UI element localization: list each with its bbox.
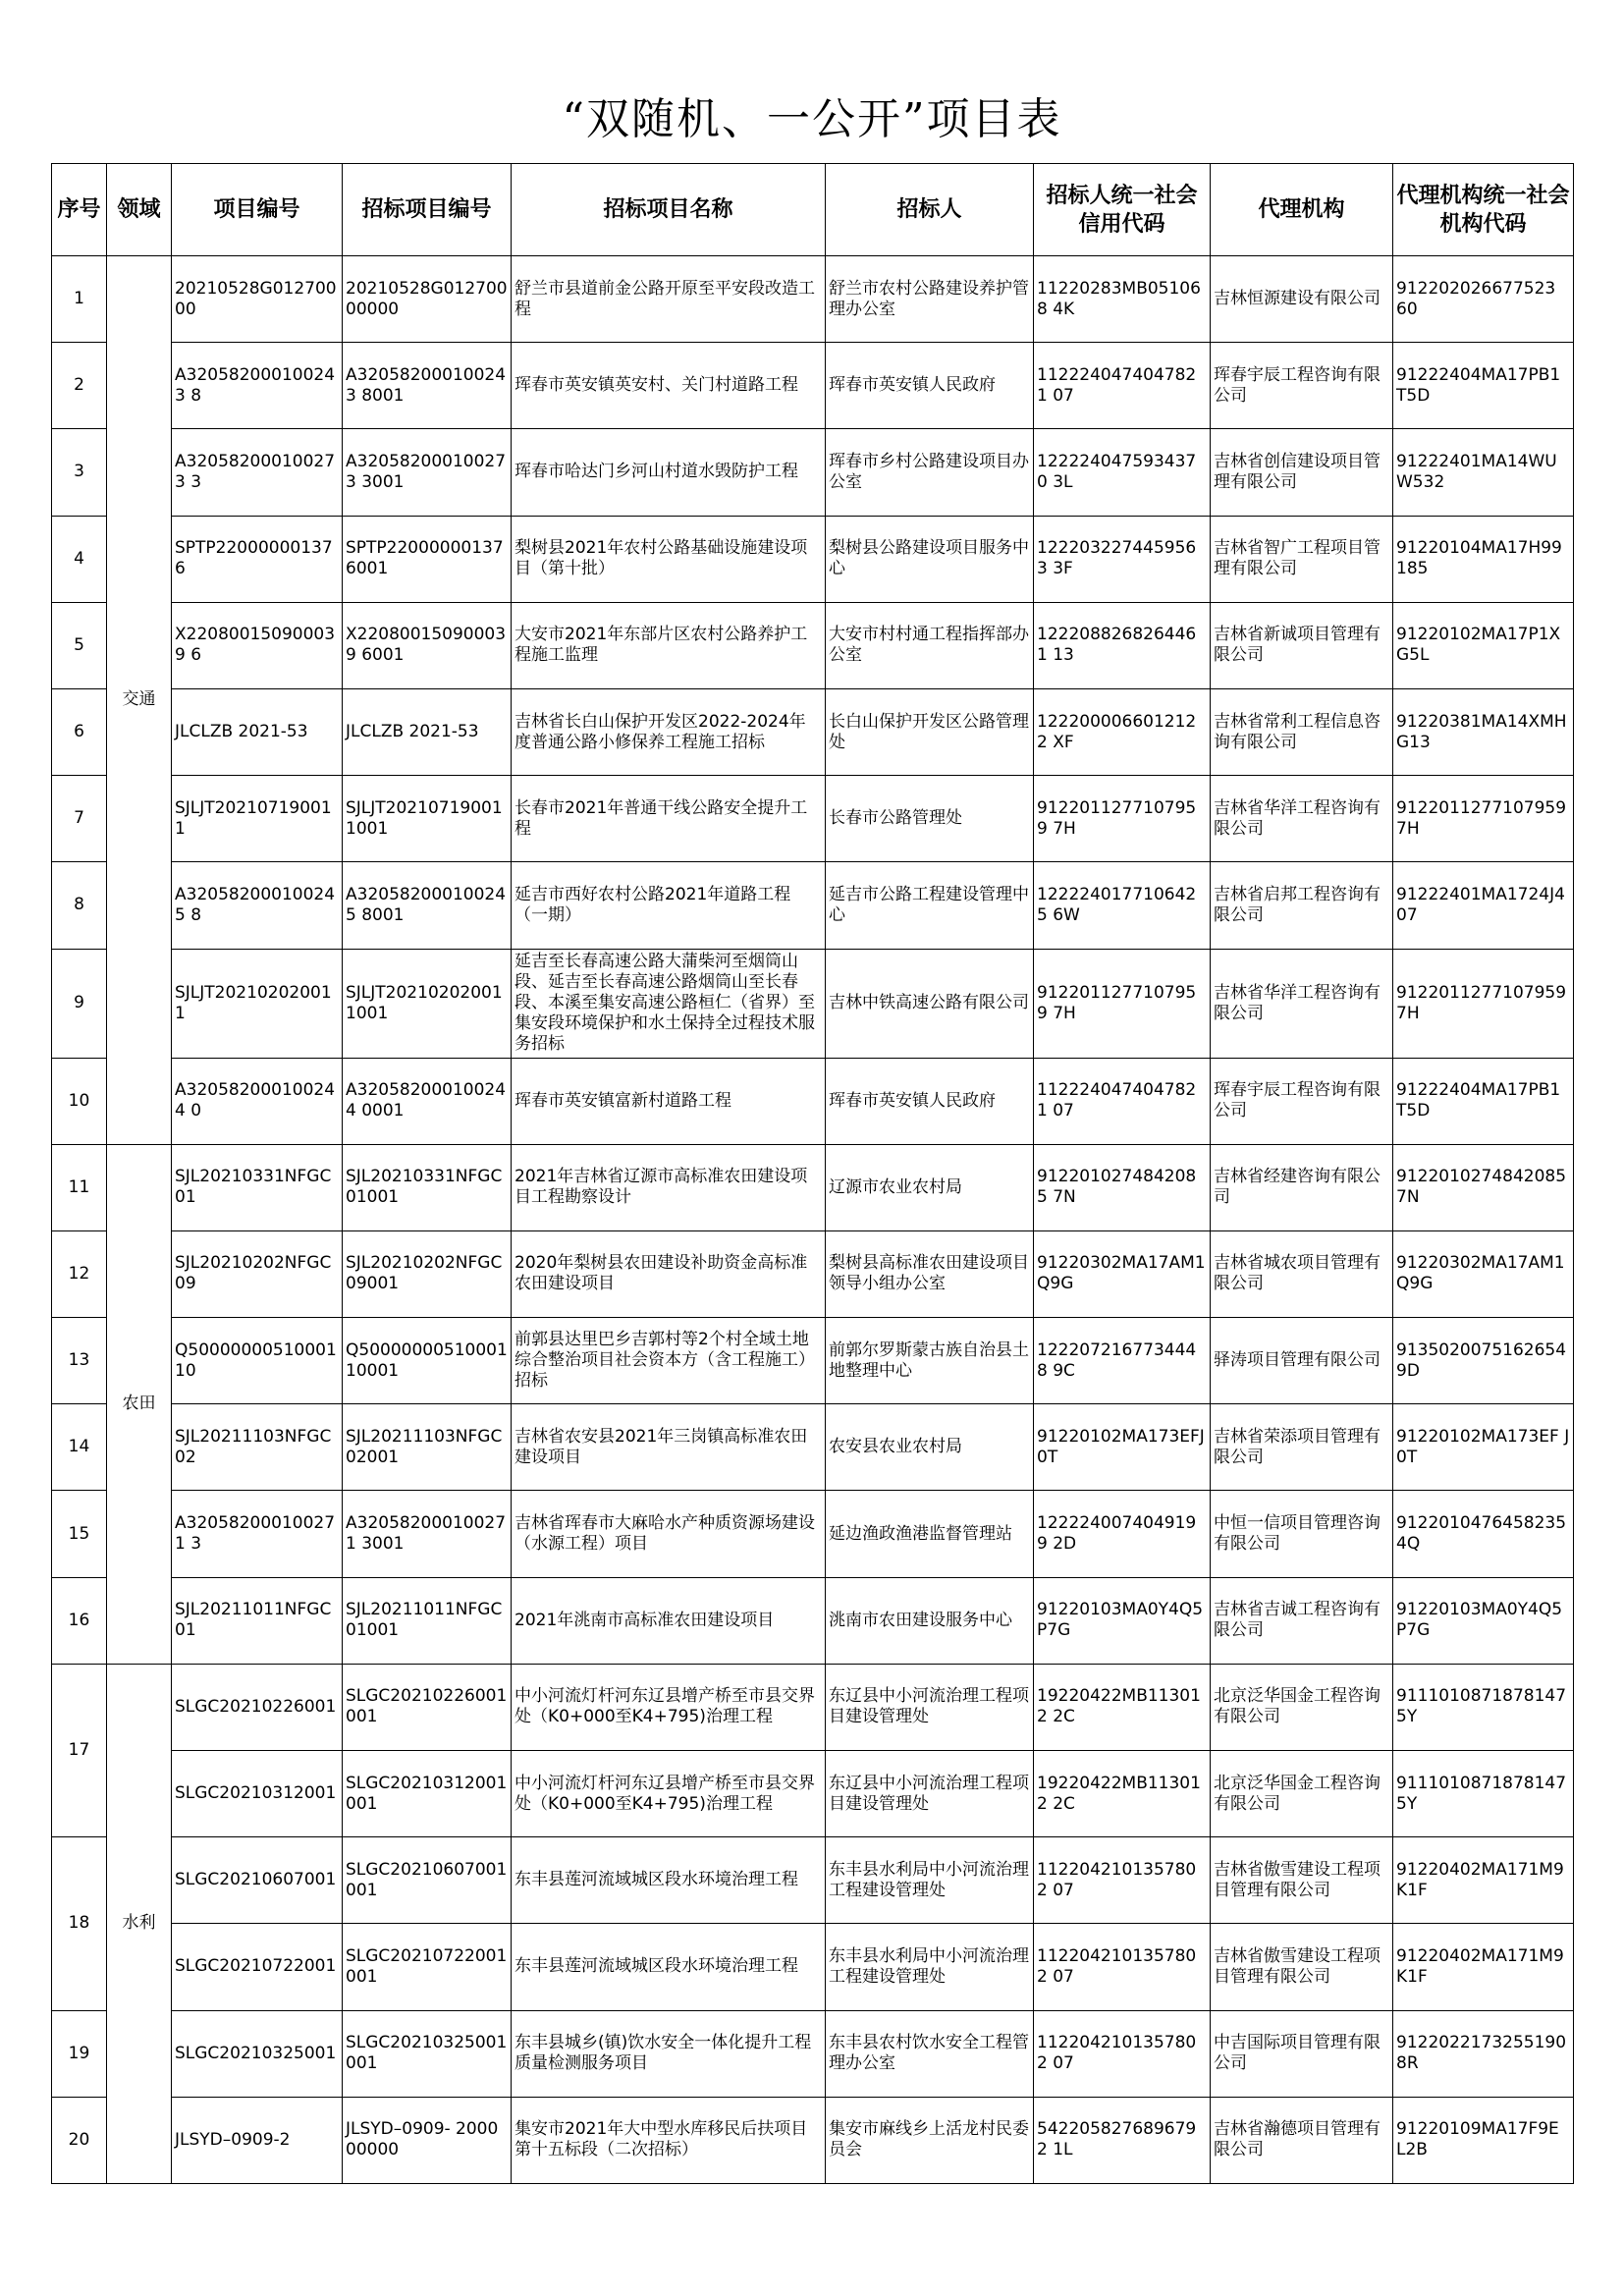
row-tender-code: A320582000100243 8001	[343, 343, 512, 429]
row-agency-code: 91220102MA173EF J0T	[1393, 1404, 1574, 1491]
row-tender-code: JLSYD–0909- 200000000	[343, 2097, 512, 2183]
row-tenderer: 珲春市英安镇人民政府	[826, 1058, 1034, 1144]
row-project-code: SJLJT20210202001 1	[172, 949, 343, 1058]
row-tenderer-credit-code: 91220103MA0Y4Q5 P7G	[1034, 1577, 1211, 1664]
row-tender-code: X220800150900039 6001	[343, 602, 512, 688]
row-project-code: JLSYD–0909-2	[172, 2097, 343, 2183]
row-seq: 8	[52, 862, 107, 949]
row-agency-code: 91222404MA17PB1 T5D	[1393, 343, 1574, 429]
row-project-code: A320582000100244 0	[172, 1058, 343, 1144]
row-seq: 5	[52, 602, 107, 688]
row-tenderer: 梨树县公路建设项目服务中心	[826, 516, 1034, 602]
row-tenderer-credit-code: 91220102MA173EFJ 0T	[1034, 1404, 1211, 1491]
row-tender-name: 大安市2021年东部片区农村公路养护工程施工监理	[512, 602, 826, 688]
row-tender-code: SPTP22000000137 6001	[343, 516, 512, 602]
row-tender-name: 珲春市哈达门乡河山村道水毁防护工程	[512, 429, 826, 516]
row-tender-code: SLGC20210325001 001	[343, 2010, 512, 2097]
row-project-code: SLGC20210607001	[172, 1837, 343, 1924]
row-tender-name: 吉林省农安县2021年三岗镇高标准农田建设项目	[512, 1404, 826, 1491]
row-tender-name: 吉林省珲春市大麻哈水产种质资源场建设（水源工程）项目	[512, 1491, 826, 1577]
header-tenderer-credit-code: 招标人统一社会信用代码	[1034, 164, 1211, 256]
row-seq: 16	[52, 1577, 107, 1664]
row-tender-code: SLGC20210722001 001	[343, 1924, 512, 2010]
row-project-code: SJL20211103NFGC 02	[172, 1404, 343, 1491]
row-project-code: SLGC20210226001	[172, 1664, 343, 1750]
row-tender-name: 吉林省长白山保护开发区2022-2024年度普通公路小修保养工程施工招标	[512, 688, 826, 775]
row-agency: 吉林省经建咨询有限公司	[1211, 1144, 1393, 1230]
row-seq: 20	[52, 2097, 107, 2183]
row-tender-code: JLCLZB 2021-53	[343, 688, 512, 775]
project-table	[51, 163, 1574, 2184]
row-agency-code: 9135020075162654 9D	[1393, 1318, 1574, 1404]
row-project-code: A320582000100273 3	[172, 429, 343, 516]
table-row	[52, 949, 1574, 1058]
row-tender-name: 舒兰市县道前金公路开原至平安段改造工程	[512, 256, 826, 343]
row-tender-code: A320582000100245 8001	[343, 862, 512, 949]
row-tenderer-credit-code: 1222240475934370 3L	[1034, 429, 1211, 516]
table-row	[52, 2097, 1574, 2183]
row-tender-name: 东丰县莲河流域城区段水环境治理工程	[512, 1837, 826, 1924]
header-agency: 代理机构	[1211, 164, 1393, 256]
row-tenderer: 洮南市农田建设服务中心	[826, 1577, 1034, 1664]
table-row	[52, 862, 1574, 949]
row-seq: 1	[52, 256, 107, 343]
header-tender-name: 招标项目名称	[512, 164, 826, 256]
row-agency: 吉林省智广工程项目管理有限公司	[1211, 516, 1393, 602]
domain-cell-water: 水利	[107, 1664, 172, 2183]
row-tender-name: 东丰县城乡(镇)饮水安全一体化提升工程质量检测服务项目	[512, 2010, 826, 2097]
table-row	[52, 1751, 1574, 1837]
row-agency-code: 9122010274842085 7N	[1393, 1144, 1574, 1230]
table-row	[52, 1230, 1574, 1317]
row-tender-code: A320582000100273 3001	[343, 429, 512, 516]
row-tenderer-credit-code: 9122010274842085 7N	[1034, 1144, 1211, 1230]
table-row	[52, 429, 1574, 516]
table-row	[52, 256, 1574, 343]
row-tenderer: 东丰县水利局中小河流治理工程建设管理处	[826, 1924, 1034, 2010]
row-agency: 吉林恒源建设有限公司	[1211, 256, 1393, 343]
row-tenderer-credit-code: 5422058276896792 1L	[1034, 2097, 1211, 2183]
row-agency-code: 912202026677523 60	[1393, 256, 1574, 343]
header-tender-code: 招标项目编号	[343, 164, 512, 256]
row-seq: 9	[52, 949, 107, 1058]
table-row	[52, 1837, 1574, 1924]
row-project-code: SJL20210202NFGC 09	[172, 1230, 343, 1317]
header-tenderer: 招标人	[826, 164, 1034, 256]
row-agency-code: 91220103MA0Y4Q5 P7G	[1393, 1577, 1574, 1664]
row-tenderer: 珲春市乡村公路建设项目办公室	[826, 429, 1034, 516]
row-agency: 北京泛华国金工程咨询有限公司	[1211, 1664, 1393, 1750]
row-agency-code: 91220109MA17F9E L2B	[1393, 2097, 1574, 2183]
domain-cell-farmland: 农田	[107, 1144, 172, 1664]
row-tenderer: 延吉市公路工程建设管理中心	[826, 862, 1034, 949]
row-seq: 11	[52, 1144, 107, 1230]
row-tenderer: 集安市麻线乡上活龙村民委员会	[826, 2097, 1034, 2183]
row-tenderer-credit-code: 1122240474047821 07	[1034, 1058, 1211, 1144]
row-tender-name: 珲春市英安镇富新村道路工程	[512, 1058, 826, 1144]
row-agency-code: 91222401MA14WU W532	[1393, 429, 1574, 516]
row-tender-code: A320582000100244 0001	[343, 1058, 512, 1144]
table-row	[52, 1318, 1574, 1404]
row-tenderer-credit-code: 11220283MB051068 4K	[1034, 256, 1211, 343]
row-tender-name: 中小河流灯杆河东辽县增产桥至市县交界处（K0+000至K4+795)治理工程	[512, 1751, 826, 1837]
row-agency: 中恒一信项目管理咨询有限公司	[1211, 1491, 1393, 1577]
row-agency: 珲春宇辰工程咨询有限公司	[1211, 1058, 1393, 1144]
row-tender-code: SJL20211103NFGC 02001	[343, 1404, 512, 1491]
row-seq: 10	[52, 1058, 107, 1144]
row-agency: 吉林省荣添项目管理有限公司	[1211, 1404, 1393, 1491]
row-project-code: A320582000100271 3	[172, 1491, 343, 1577]
table-row	[52, 1404, 1574, 1491]
row-tender-name: 延吉市西好农村公路2021年道路工程（一期）	[512, 862, 826, 949]
row-agency-code: 91220402MA171M9 K1F	[1393, 1837, 1574, 1924]
row-tender-code: Q50000000510001 10001	[343, 1318, 512, 1404]
row-tenderer-credit-code: 1222000066012122 XF	[1034, 688, 1211, 775]
row-project-code: SJL20210331NFGC 01	[172, 1144, 343, 1230]
row-tenderer: 东丰县水利局中小河流治理工程建设管理处	[826, 1837, 1034, 1924]
table-row	[52, 2010, 1574, 2097]
row-agency-code: 9122011277107959 7H	[1393, 949, 1574, 1058]
row-agency: 吉林省创信建设项目管理有限公司	[1211, 429, 1393, 516]
row-seq: 2	[52, 343, 107, 429]
row-tender-code: SLGC20210226001 001	[343, 1664, 512, 1750]
row-agency: 吉林省傲雪建设工程项目管理有限公司	[1211, 1837, 1393, 1924]
row-seq: 14	[52, 1404, 107, 1491]
row-seq: 13	[52, 1318, 107, 1404]
row-tenderer-credit-code: 1122042101357802 07	[1034, 1837, 1211, 1924]
row-tenderer-credit-code: 9122011277107959 7H	[1034, 776, 1211, 862]
row-tenderer-credit-code: 9122011277107959 7H	[1034, 949, 1211, 1058]
row-agency-code: 9122011277107959 7H	[1393, 776, 1574, 862]
row-agency-code: 9122010476458235 4Q	[1393, 1491, 1574, 1577]
row-project-code: X220800150900039 6	[172, 602, 343, 688]
header-project-code: 项目编号	[172, 164, 343, 256]
row-tender-name: 2021年吉林省辽源市高标准农田建设项目工程勘察设计	[512, 1144, 826, 1230]
row-project-code: SLGC20210325001	[172, 2010, 343, 2097]
row-tenderer: 前郭尔罗斯蒙古族自治县土地整理中心	[826, 1318, 1034, 1404]
row-tenderer: 长白山保护开发区公路管理处	[826, 688, 1034, 775]
row-agency-code: 9111010871878147 5Y	[1393, 1664, 1574, 1750]
row-project-code: SJLJT20210719001 1	[172, 776, 343, 862]
row-agency: 珲春宇辰工程咨询有限公司	[1211, 343, 1393, 429]
row-project-code: SPTP22000000137 6	[172, 516, 343, 602]
row-agency: 吉林省吉诚工程咨询有限公司	[1211, 1577, 1393, 1664]
row-tender-code: SJLJT20210719001 1001	[343, 776, 512, 862]
row-agency-code: 91220302MA17AM1 Q9G	[1393, 1230, 1574, 1317]
row-agency-code: 91220102MA17P1X G5L	[1393, 602, 1574, 688]
row-tenderer: 吉林中铁高速公路有限公司	[826, 949, 1034, 1058]
row-tenderer: 东辽县中小河流治理工程项目建设管理处	[826, 1751, 1034, 1837]
row-tenderer-credit-code: 1222032274459563 3F	[1034, 516, 1211, 602]
row-seq: 18	[52, 1837, 107, 2010]
row-tender-name: 珲春市英安镇英安村、关门村道路工程	[512, 343, 826, 429]
row-tenderer: 延边渔政渔港监督管理站	[826, 1491, 1034, 1577]
row-tender-code: SLGC20210312001 001	[343, 1751, 512, 1837]
page-title: “双随机、一公开”项目表	[562, 94, 1062, 144]
header-row	[52, 164, 1574, 256]
row-tenderer-credit-code: 19220422MB113012 2C	[1034, 1751, 1211, 1837]
table-row	[52, 343, 1574, 429]
row-project-code: SLGC20210312001	[172, 1751, 343, 1837]
row-tenderer: 珲春市英安镇人民政府	[826, 343, 1034, 429]
row-agency: 吉林省傲雪建设工程项目管理有限公司	[1211, 1924, 1393, 2010]
row-tender-name: 中小河流灯杆河东辽县增产桥至市县交界处（K0+000至K4+795)治理工程	[512, 1664, 826, 1750]
row-project-code: SJL20211011NFGC 01	[172, 1577, 343, 1664]
table-row	[52, 516, 1574, 602]
row-project-code: 20210528G012700 00	[172, 256, 343, 343]
table-row	[52, 602, 1574, 688]
row-seq: 3	[52, 429, 107, 516]
row-agency-code: 91222404MA17PB1 T5D	[1393, 1058, 1574, 1144]
row-seq: 6	[52, 688, 107, 775]
row-agency: 吉林省瀚德项目管理有限公司	[1211, 2097, 1393, 2183]
table-row	[52, 1924, 1574, 2010]
row-agency-code: 91220104MA17H99 185	[1393, 516, 1574, 602]
row-agency: 吉林省启邦工程咨询有限公司	[1211, 862, 1393, 949]
row-tender-code: A320582000100271 3001	[343, 1491, 512, 1577]
row-seq: 7	[52, 776, 107, 862]
row-project-code: SLGC20210722001	[172, 1924, 343, 2010]
row-tender-name: 前郭县达里巴乡吉郭村等2个村全域土地综合整治项目社会资本方（含工程施工）招标	[512, 1318, 826, 1404]
row-tender-name: 2021年洮南市高标准农田建设项目	[512, 1577, 826, 1664]
table-row	[52, 1577, 1574, 1664]
row-tenderer: 梨树县高标准农田建设项目领导小组办公室	[826, 1230, 1034, 1317]
row-tenderer-credit-code: 19220422MB113012 2C	[1034, 1664, 1211, 1750]
row-tenderer-credit-code: 1222240177106425 6W	[1034, 862, 1211, 949]
row-tenderer: 舒兰市农村公路建设养护管理办公室	[826, 256, 1034, 343]
row-tenderer: 农安县农业农村局	[826, 1404, 1034, 1491]
row-tender-name: 东丰县莲河流域城区段水环境治理工程	[512, 1924, 826, 2010]
row-seq: 12	[52, 1230, 107, 1317]
row-agency-code: 9111010871878147 5Y	[1393, 1751, 1574, 1837]
row-agency: 吉林省常利工程信息咨询有限公司	[1211, 688, 1393, 775]
row-project-code: A320582000100245 8	[172, 862, 343, 949]
row-agency-code: 91220402MA171M9 K1F	[1393, 1924, 1574, 2010]
row-tenderer-credit-code: 91220302MA17AM1 Q9G	[1034, 1230, 1211, 1317]
table-row	[52, 1058, 1574, 1144]
table-row	[52, 776, 1574, 862]
row-project-code: A320582000100243 8	[172, 343, 343, 429]
row-tenderer-credit-code: 1222088268264461 13	[1034, 602, 1211, 688]
row-tenderer: 长春市公路管理处	[826, 776, 1034, 862]
row-tender-code: SJL20210331NFGC 01001	[343, 1144, 512, 1230]
row-tenderer-credit-code: 1122042101357802 07	[1034, 1924, 1211, 2010]
row-tenderer: 东丰县农村饮水安全工程管理办公室	[826, 2010, 1034, 2097]
row-tenderer-credit-code: 1222072167734448 9C	[1034, 1318, 1211, 1404]
row-agency-code: 91220381MA14XMH G13	[1393, 688, 1574, 775]
row-tender-name: 2020年梨树县农田建设补助资金高标准农田建设项目	[512, 1230, 826, 1317]
row-seq: 15	[52, 1491, 107, 1577]
row-agency: 中吉国际项目管理有限公司	[1211, 2010, 1393, 2097]
row-agency: 北京泛华国金工程咨询有限公司	[1211, 1751, 1393, 1837]
row-agency: 吉林省新诚项目管理有限公司	[1211, 602, 1393, 688]
header-agency-code: 代理机构统一社会机构代码	[1393, 164, 1574, 256]
row-tender-code: SJL20210202NFGC 09001	[343, 1230, 512, 1317]
row-seq: 4	[52, 516, 107, 602]
row-tenderer: 辽源市农业农村局	[826, 1144, 1034, 1230]
row-tender-name: 长春市2021年普通干线公路安全提升工程	[512, 776, 826, 862]
header-domain: 领域	[107, 164, 172, 256]
row-project-code: Q50000000510001 10	[172, 1318, 343, 1404]
row-tenderer-credit-code: 1122240474047821 07	[1034, 343, 1211, 429]
domain-cell-transport: 交通	[107, 256, 172, 1145]
row-agency-code: 9122022173255190 8R	[1393, 2010, 1574, 2097]
row-tenderer: 大安市村村通工程指挥部办公室	[826, 602, 1034, 688]
row-tenderer: 东辽县中小河流治理工程项目建设管理处	[826, 1664, 1034, 1750]
row-agency: 吉林省城农项目管理有限公司	[1211, 1230, 1393, 1317]
header-seq: 序号	[52, 164, 107, 256]
row-tender-name: 延吉至长春高速公路大蒲柴河至烟筒山段、延吉至长春高速公路烟筒山至长春段、本溪至集安高速公路桓仁（省界）至集安段环境保护和水土保持全过程技术服务招标	[512, 949, 826, 1058]
row-tenderer-credit-code: 1122042101357802 07	[1034, 2010, 1211, 2097]
row-agency: 吉林省华洋工程咨询有限公司	[1211, 776, 1393, 862]
row-tender-name: 梨树县2021年农村公路基础设施建设项目（第十批）	[512, 516, 826, 602]
row-tender-code: 20210528G012700 00000	[343, 256, 512, 343]
row-tender-code: SJL20211011NFGC 01001	[343, 1577, 512, 1664]
row-tenderer-credit-code: 1222240074049199 2D	[1034, 1491, 1211, 1577]
row-agency-code: 91222401MA1724J4 07	[1393, 862, 1574, 949]
row-tender-code: SJLJT20210202001 1001	[343, 949, 512, 1058]
row-tender-code: SLGC20210607001 001	[343, 1837, 512, 1924]
table-row	[52, 1491, 1574, 1577]
table-row	[52, 1664, 1574, 1750]
row-tender-name: 集安市2021年大中型水库移民后扶项目第十五标段（二次招标）	[512, 2097, 826, 2183]
table-row	[52, 688, 1574, 775]
row-agency: 吉林省华洋工程咨询有限公司	[1211, 949, 1393, 1058]
row-seq: 19	[52, 2010, 107, 2097]
row-project-code: JLCLZB 2021-53	[172, 688, 343, 775]
row-agency: 驿涛项目管理有限公司	[1211, 1318, 1393, 1404]
table-row	[52, 1144, 1574, 1230]
row-seq: 17	[52, 1664, 107, 1836]
